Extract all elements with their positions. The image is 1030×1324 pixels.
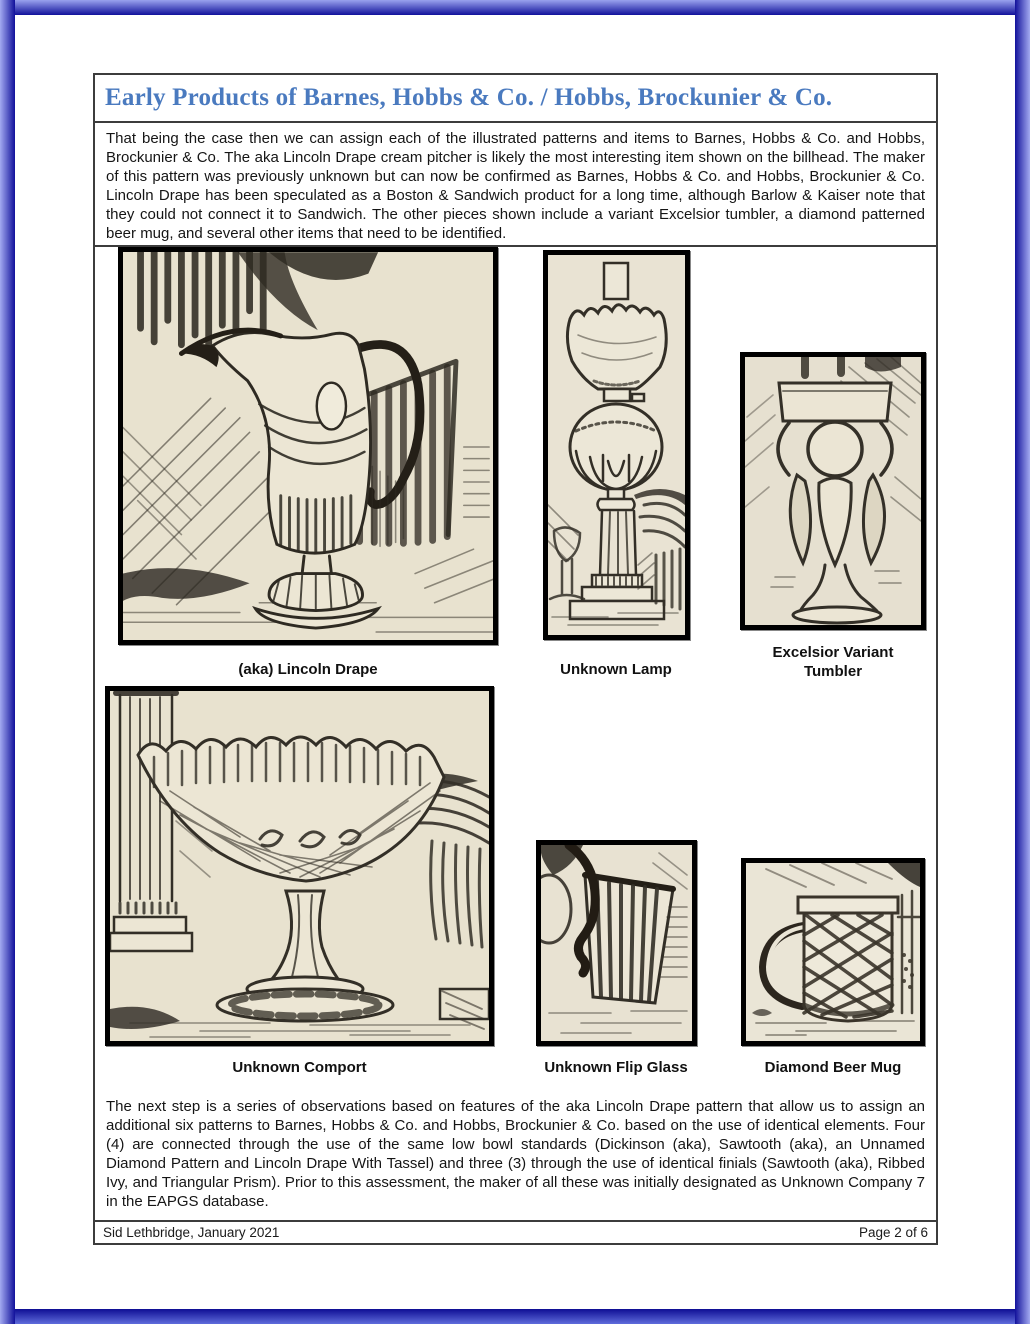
excelsior-tumbler-engraving [745, 357, 921, 625]
figure-excelsior-tumbler [740, 352, 926, 630]
page-title: Early Products of Barnes, Hobbs & Co. / Hobbs, Brockunier & Co. [105, 84, 833, 111]
lincoln-drape-engraving [123, 252, 493, 640]
caption-unknown-flip-glass: Unknown Flip Glass [544, 1059, 688, 1076]
caption-excelsior-tumbler: Excelsior Variant Tumbler [772, 644, 894, 680]
content-box [93, 73, 938, 1245]
caption-diamond-beer-mug: Diamond Beer Mug [764, 1059, 902, 1076]
figure-unknown-comport [105, 686, 494, 1046]
figure-lincoln-drape [118, 247, 498, 645]
caption-unknown-lamp: Unknown Lamp [560, 661, 672, 678]
figure-unknown-lamp [543, 250, 690, 640]
figure-unknown-flip-glass [536, 840, 697, 1046]
title-bar [95, 75, 936, 123]
unknown-lamp-engraving [548, 255, 685, 635]
figure-diamond-beer-mug [741, 858, 925, 1046]
unknown-flip-glass-engraving [541, 845, 692, 1041]
unknown-comport-engraving [110, 691, 489, 1041]
frame-right-border [1015, 0, 1030, 1324]
paragraph-1: That being the case then we can assign each of the illustrated patterns and items to Barnes, Hobbs & Co. and Hobbs, Brockunier & Co. The aka Lincoln Drape cream pitcher is likely the most interesting item shown on the billhead. The maker of this pattern was previously unknown but can now be confirmed as Barnes, Hobbs & Co. and Hobbs, Brockunier & Co. Lincoln Drape has been speculated as a Boston & Sandwich product for a long time, although Barlow & Kaiser note that they could not connect it to Sandwich. The other pieces shown include a variant Excelsior tumbler, a diamond patterned beer mug, and several other items that need to be identified. [95, 123, 936, 247]
frame-top-border [0, 0, 1030, 15]
paragraph-2: The next step is a series of observations based on features of the aka Lincoln Drape pattern that allow us to assign an additional six patterns to Barnes, Hobbs & Co. and Hobbs, Brockunier & Co. based on the use of identical elements. Four (4) are connected through the use of the same low bowl standards (Dickinson (aka), Sawtooth (aka), an Unnamed Diamond Pattern and Lincoln Drape With Tassel) and three (3) through the use of identical finials (Sawtooth (aka), Ribbed Ivy, and Triangular Prism). Prior to this assessment, the maker of all these was initially designated as Unknown Company 7 in the EAPGS database. [106, 1098, 925, 1210]
caption-lincoln-drape: (aka) Lincoln Drape [238, 661, 378, 678]
caption-unknown-comport: Unknown Comport [232, 1059, 367, 1076]
footer-author: Sid Lethbridge, January 2021 [103, 1225, 280, 1240]
frame-bottom-border [0, 1309, 1030, 1324]
frame-left-border [0, 0, 15, 1324]
diamond-beer-mug-engraving [746, 863, 920, 1041]
footer-page-number: Page 2 of 6 [858, 1225, 928, 1240]
footer-bar [95, 1220, 936, 1243]
